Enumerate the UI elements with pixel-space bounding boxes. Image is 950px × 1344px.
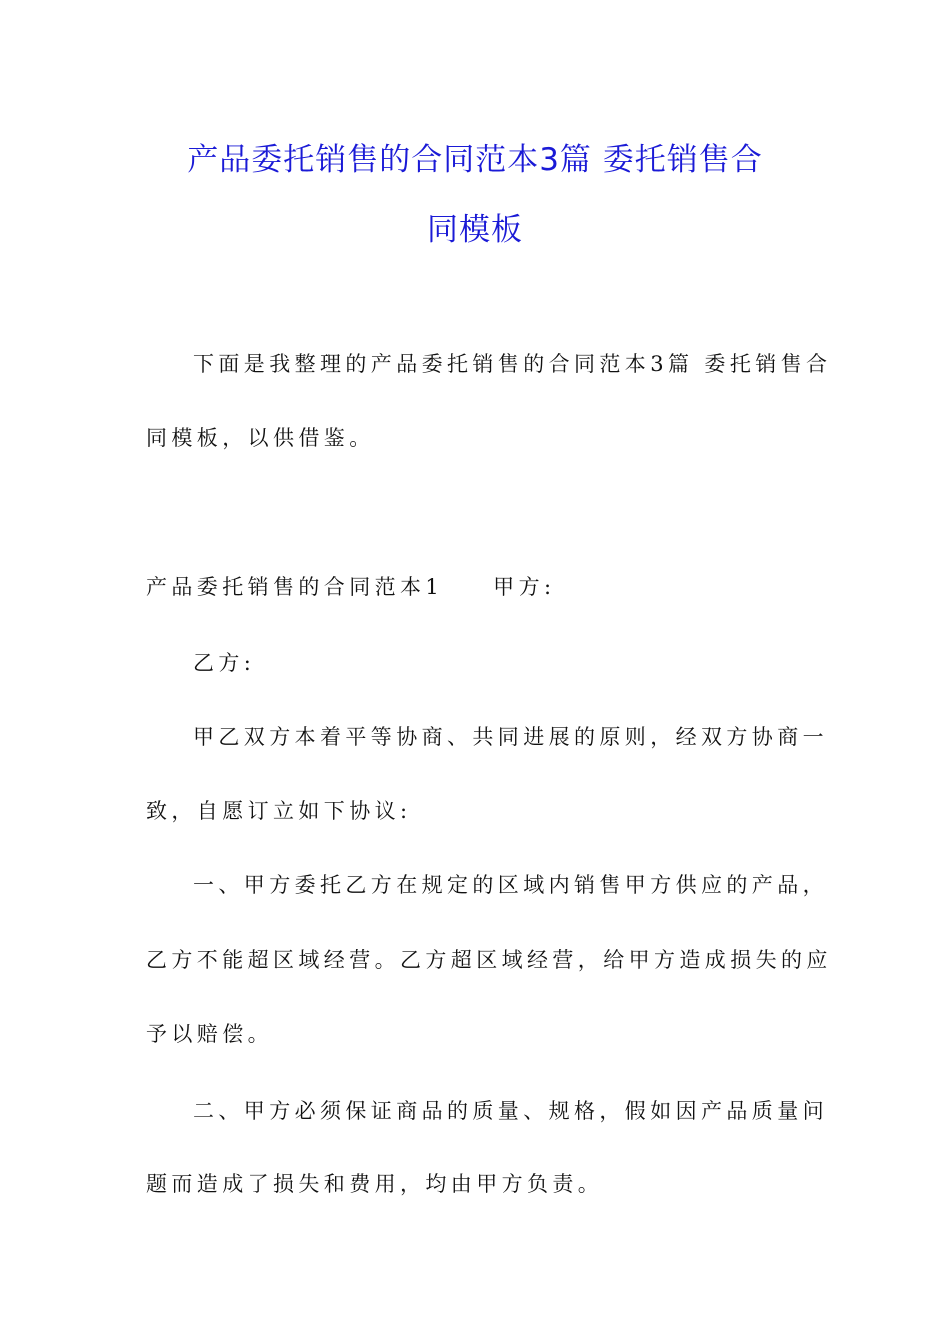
clause-2-line-1: 二、甲方必须保证商品的质量、规格，假如因产品质量问	[193, 1099, 828, 1123]
paragraph-1-line-2: 致，自愿订立如下协议:	[146, 799, 412, 823]
clause-1-line-3: 予以赔偿。	[146, 1022, 273, 1046]
section-heading-row	[146, 571, 555, 601]
document-title-line-1: 产品委托销售的合同范本3篇 委托销售合	[187, 142, 763, 178]
paragraph-1-line-1: 甲乙双方本着平等协商、共同进展的原则，经双方协商一	[193, 725, 828, 749]
intro-line-1: 下面是我整理的产品委托销售的合同范本3篇 委托销售合	[193, 352, 832, 376]
party-b-label: 乙方:	[193, 651, 256, 675]
clause-2-line-2: 题而造成了损失和费用，均由甲方负责。	[146, 1172, 604, 1196]
section-heading: 产品委托销售的合同范本1	[146, 575, 444, 599]
clause-1-line-2: 乙方不能超区域经营。乙方超区域经营，给甲方造成损失的应	[146, 948, 832, 972]
party-a-label: 甲方:	[493, 575, 556, 599]
document-title-line-2: 同模板	[427, 212, 523, 248]
intro-line-2: 同模板，以供借鉴。	[146, 426, 375, 450]
clause-1-line-1: 一、甲方委托乙方在规定的区域内销售甲方供应的产品，	[193, 873, 828, 897]
